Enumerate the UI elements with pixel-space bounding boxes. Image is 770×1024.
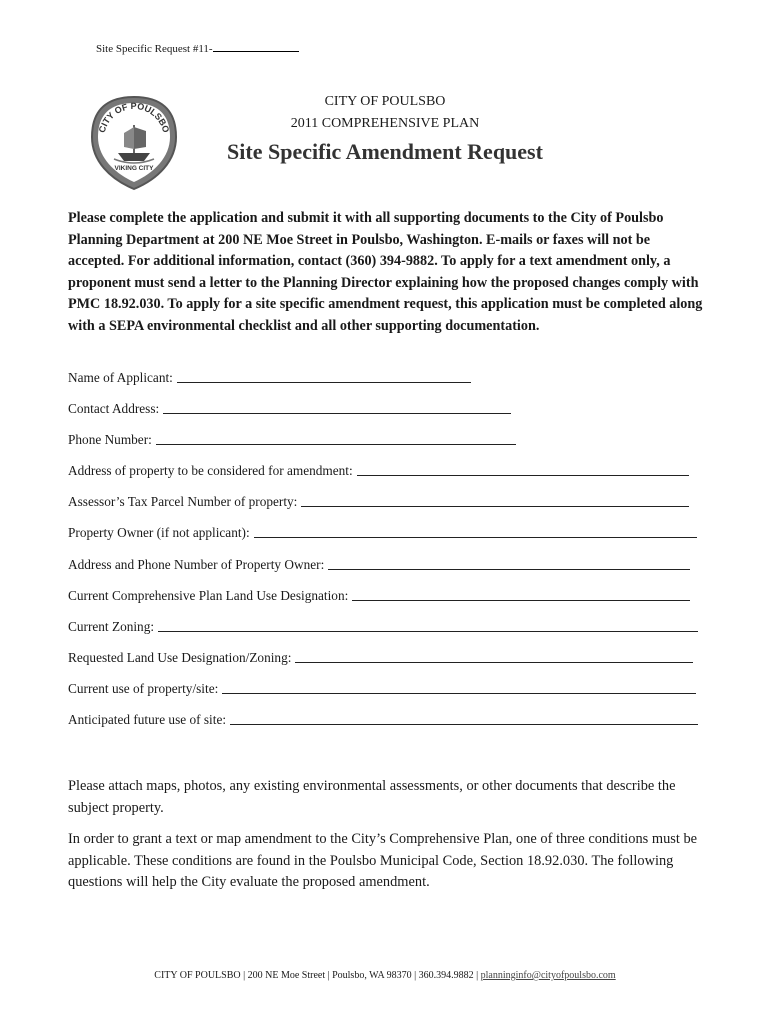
field-label: Address and Phone Number of Property Owner:: [68, 557, 325, 572]
field-fill-line[interactable]: [357, 475, 689, 476]
field-fill-line[interactable]: [222, 693, 696, 694]
field-current-use[interactable]: [68, 681, 696, 697]
field-property-owner[interactable]: [68, 525, 697, 541]
request-number-line: [96, 43, 299, 55]
footer-email-link[interactable]: planninginfo@cityofpoulsbo.com: [480, 970, 616, 981]
page-title: Site Specific Amendment Request: [227, 139, 543, 164]
field-fill-line[interactable]: [156, 444, 516, 445]
amendment-conditions-note: In order to grant a text or map amendment to the City’s Comprehensive Plan, one of three conditions must be applicable. These conditions are found in the Poulsbo Municipal Code, Section 18.92.030. The following questions will help the City evaluate the proposed amendment.: [68, 831, 698, 890]
field-fill-line[interactable]: [163, 413, 511, 414]
field-tax-parcel-number[interactable]: [68, 494, 689, 510]
field-land-use-designation[interactable]: [68, 588, 690, 604]
field-property-address[interactable]: [68, 463, 689, 479]
field-label: Current use of property/site:: [68, 681, 219, 696]
field-owner-address-phone[interactable]: [68, 557, 690, 573]
field-contact-address[interactable]: [68, 401, 511, 417]
field-fill-line[interactable]: [177, 382, 471, 383]
logo-top-text: CITY OF POULSBO: [96, 100, 172, 134]
field-label: Property Owner (if not applicant):: [68, 525, 250, 540]
field-fill-line[interactable]: [301, 506, 689, 507]
request-number-blank[interactable]: [213, 43, 299, 52]
intro-instructions: Please complete the application and submit it with all supporting documents to the City of Poulsbo Planning Department at 200 NE Moe Street in Poulsbo, Washington. E-mails or faxes will not be accepted. For additional information, contact (360) 394-9882. To apply for a text amendment only, a proponent must send a letter to the Planning Director explaining how the proposed changes comply with PMC 18.92.030. To apply for a site specific amendment request, this application must be completed along with a SEPA environmental checklist and all other supporting documentation.: [68, 210, 703, 334]
field-label: Name of Applicant:: [68, 370, 173, 385]
field-fill-line[interactable]: [328, 569, 690, 570]
field-fill-line[interactable]: [230, 724, 698, 725]
field-label: Requested Land Use Designation/Zoning:: [68, 650, 292, 665]
field-label: Contact Address:: [68, 401, 160, 416]
attachments-note: Please attach maps, photos, any existing environmental assessments, or other documents that describe the subject property.: [68, 778, 676, 816]
field-phone-number[interactable]: [68, 432, 516, 448]
logo-bottom-text: VIKING CITY: [114, 165, 154, 172]
footer-contact: CITY OF POULSBO | 200 NE Moe Street | Poulsbo, WA 98370 | 360.394.9882 |: [154, 970, 481, 981]
field-fill-line[interactable]: [158, 631, 698, 632]
field-future-use[interactable]: [68, 712, 698, 728]
field-fill-line[interactable]: [352, 600, 690, 601]
field-label: Anticipated future use of site:: [68, 712, 227, 727]
request-number-label: Site Specific Request #11-: [96, 43, 213, 55]
field-label: Phone Number:: [68, 432, 152, 447]
footer: [0, 970, 770, 981]
field-applicant-name[interactable]: [68, 370, 471, 386]
field-label: Address of property to be considered for amendment:: [68, 463, 353, 478]
field-requested-designation[interactable]: [68, 650, 693, 666]
header-city: CITY OF POULSBO: [324, 94, 446, 109]
field-label: Current Comprehensive Plan Land Use Designation:: [68, 588, 349, 603]
field-label: Current Zoning:: [68, 619, 155, 634]
field-label: Assessor’s Tax Parcel Number of property:: [68, 494, 298, 509]
field-current-zoning[interactable]: [68, 619, 698, 635]
field-fill-line[interactable]: [295, 662, 693, 663]
field-fill-line[interactable]: [254, 537, 697, 538]
header-plan: 2011 COMPREHENSIVE PLAN: [290, 116, 480, 131]
